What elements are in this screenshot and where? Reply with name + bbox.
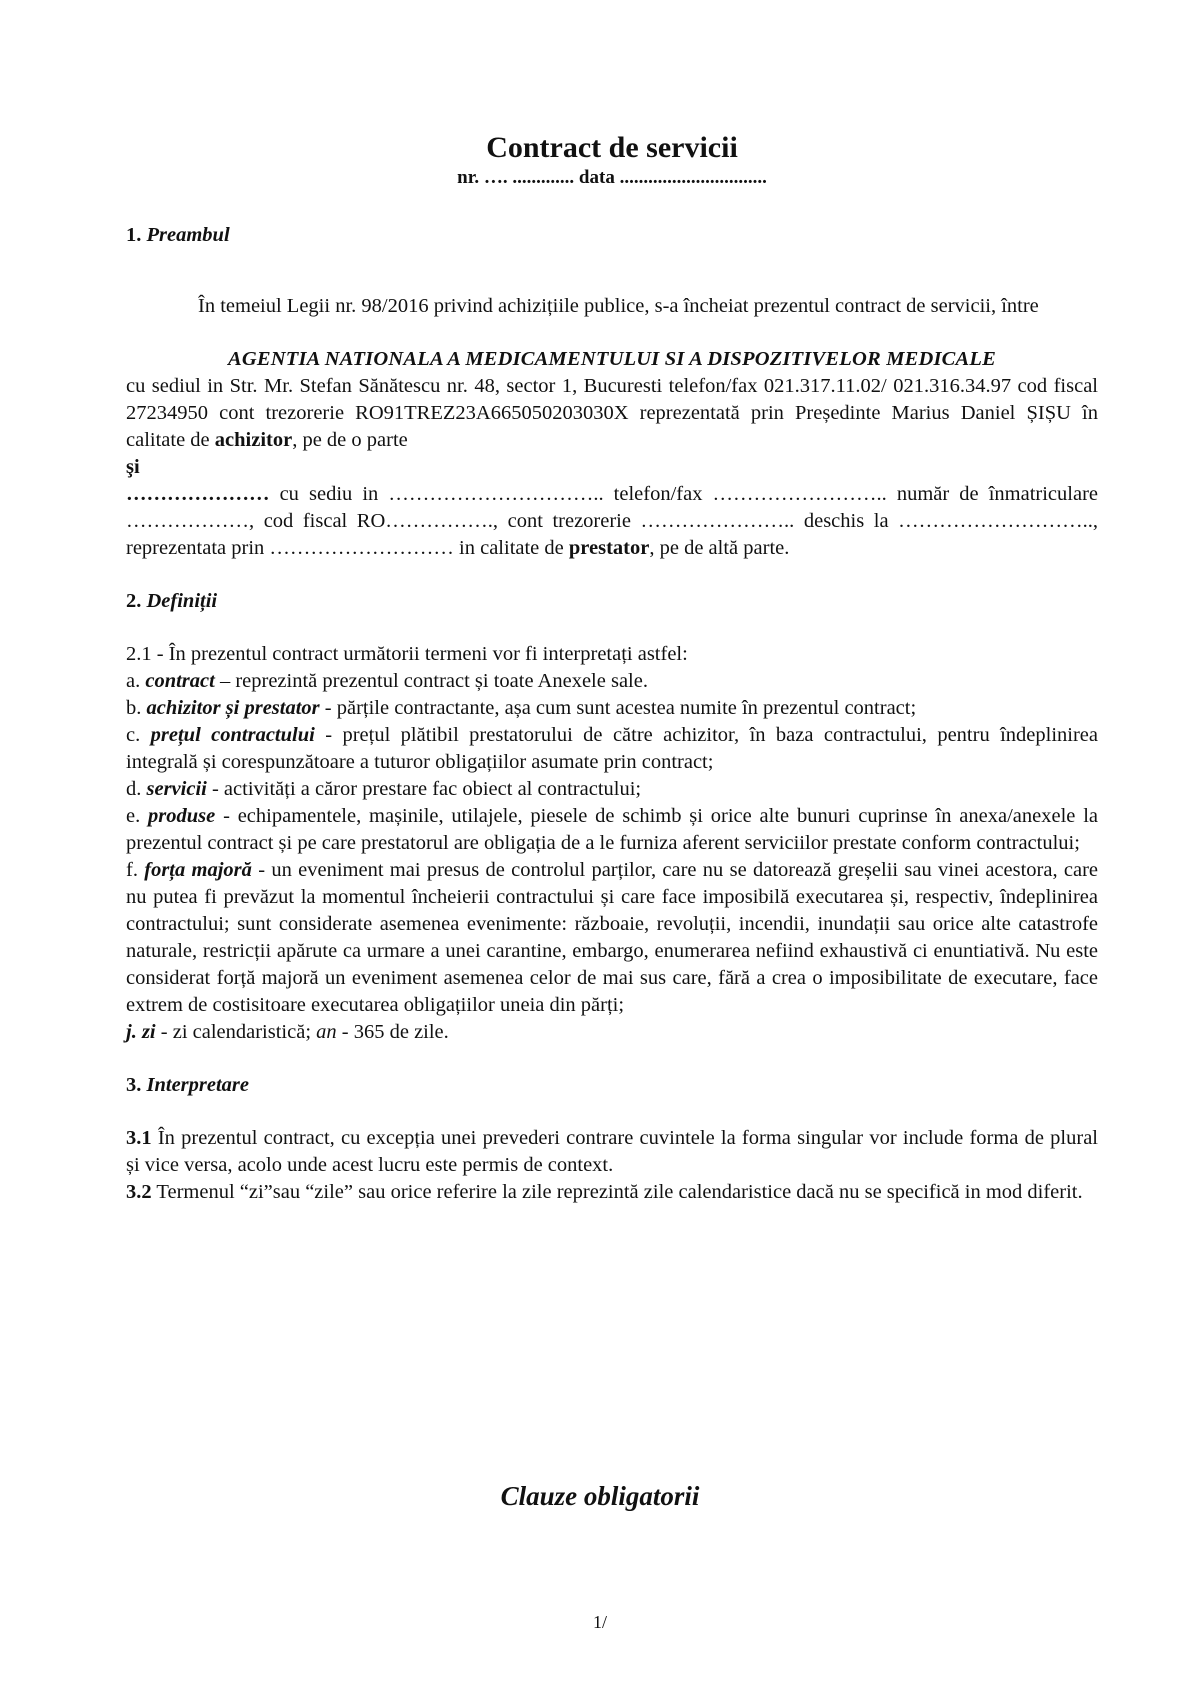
definition-term: zi — [141, 1021, 156, 1043]
agency-details-text: cu sediul in Str. Mr. Stefan Sănătescu nr. 48, sector 1, Bucuresti telefon/fax 021.317.11.02/ 021.316.34.97 cod fiscal 27234950 cont trezorerie RO91TREZ23A665050203030X reprezentată prin Președinte Marius Daniel ȘIȘU în calitate de — [126, 375, 1098, 451]
definition-letter: a. — [126, 670, 146, 692]
agency-name: AGENTIA NATIONALA A MEDICAMENTULUI SI A DISPOZITIVELOR MEDICALE — [227, 348, 997, 370]
agency-details-end: , pe de o parte — [292, 429, 408, 451]
provider-name-blank: ………………… — [126, 483, 270, 505]
definition-item — [126, 722, 1098, 776]
section-number: 1. — [126, 224, 142, 246]
section-number: 3. — [126, 1074, 142, 1096]
section-title: Definiții — [146, 590, 218, 612]
closing-heading: Clauze obligatorii — [500, 1481, 700, 1511]
definition-text: - activități a căror prestare fac obiect al contractului; — [206, 778, 642, 800]
definition-text: - părțile contractante, așa cum sunt acestea numite în prezentul contract; — [319, 697, 917, 719]
definition-term: prețul contractului — [150, 724, 315, 746]
definition-letter: j. — [126, 1021, 142, 1043]
definition-term: servicii — [146, 778, 207, 800]
definition-term: produse — [148, 805, 216, 827]
contract-number-date-line: nr. …. ............. data ............................... — [457, 167, 767, 188]
definition-letter: b. — [126, 697, 147, 719]
definition-letter: d. — [126, 778, 147, 800]
clause-3-2 — [126, 1179, 1098, 1206]
definitions-list — [126, 641, 1098, 1046]
definition-term: forța majoră — [144, 859, 252, 881]
definition-text: - echipamentele, mașinile, utilajele, piesele de schimb și orice alte bunuri cuprinse în anexa/anexele la prezentul contract și pe care prestatorul are obligația de a le furniza aferent serviciilor prestate conform contractului; — [126, 805, 1098, 854]
definition-term-an: an — [316, 1021, 337, 1043]
definition-letter: c. — [126, 724, 151, 746]
clause-number: 3.2 — [126, 1181, 152, 1203]
definition-text: - un eveniment mai presus de controlul parților, care nu se datorează greșelii sau vinei acestora, care nu putea fi prevăzut la momentul încheierii contractului și care face imposibilă executarea și, respectiv, îndeplinirea contractului; sunt considerate asemenea evenimente: războaie, revoluții, incendii, inundații sau orice alte catastrofe naturale, restricții apărute ca urmare a unei carantine, embargo, enumerarea nefiind exhaustivă ci enuntiativă. Nu este considerat forță majoră un eveniment asemenea celor de mai sus care, fără a crea o imposibilitate de executare, face extrem de costisitoare executarea obligațiilor uneia din părți; — [126, 859, 1098, 1016]
agency-details — [126, 373, 1098, 454]
page-number: 1/ — [592, 1612, 607, 1632]
definition-text: - zi calendaristică; — [155, 1021, 317, 1043]
provider-details — [126, 481, 1098, 562]
definition-item — [126, 1019, 1098, 1046]
role-achizitor: achizitor — [214, 429, 293, 451]
clause-text: În prezentul contract, cu excepția unei prevederi contrare cuvintele la forma singular vor include forma de plural și vice versa, acolo unde acest lucru este permis de context. — [126, 1127, 1098, 1176]
document-body — [126, 130, 1098, 1206]
clause-number: 3.1 — [126, 1127, 152, 1149]
definition-term: achizitor și prestator — [146, 697, 320, 719]
definition-item — [126, 668, 1098, 695]
clause-text: Termenul “zi”sau “zile” sau orice referire la zile reprezintă zile calendaristice dacă nu se specifică in mod diferit. — [151, 1181, 1083, 1203]
definition-letter: e. — [126, 805, 149, 827]
definition-letter: f. — [126, 859, 145, 881]
definition-text: - prețul plătibil prestatorului de către achizitor, în baza contractului, pentru îndeplinirea integrală și corespunzătoare a tuturor obligațiilor asumate prin contract; — [126, 724, 1099, 773]
definition-text-an: - 365 de zile. — [336, 1021, 449, 1043]
section-heading-preambul — [126, 222, 1098, 249]
section-heading-definitii — [126, 588, 1098, 615]
role-prestator: prestator — [568, 537, 650, 559]
definitions-lead: 2.1 - În prezentul contract următorii termeni vor fi interpretați astfel: — [126, 643, 688, 665]
provider-details-text: cu sediu in ………………………….. telefon/fax …………………….. număr de înmatriculare ………………, cod fiscal RO……………., cont trezorerie ………………….. deschis la ……………………….., reprezentata prin ……………………… in calitate de — [126, 483, 1098, 559]
definition-item — [126, 776, 1098, 803]
definition-term: contract — [145, 670, 215, 692]
section-heading-interpretare — [126, 1072, 1098, 1099]
definition-item — [126, 803, 1098, 857]
preamble-intro: În temeiul Legii nr. 98/2016 privind achizițiile publice, s-a încheiat prezentul contract de servicii, între — [198, 295, 1039, 317]
conjunction-si: şi — [126, 456, 140, 478]
section-title: Preambul — [146, 224, 230, 246]
section-title: Interpretare — [146, 1074, 249, 1096]
clause-3-1 — [126, 1125, 1098, 1179]
document-title: Contract de servicii — [486, 131, 738, 164]
definition-item — [126, 857, 1098, 1019]
section-number: 2. — [126, 590, 142, 612]
provider-details-end: , pe de altă parte. — [649, 537, 790, 559]
definition-item — [126, 695, 1098, 722]
definition-text: – reprezintă prezentul contract și toate Anexele sale. — [214, 670, 648, 692]
